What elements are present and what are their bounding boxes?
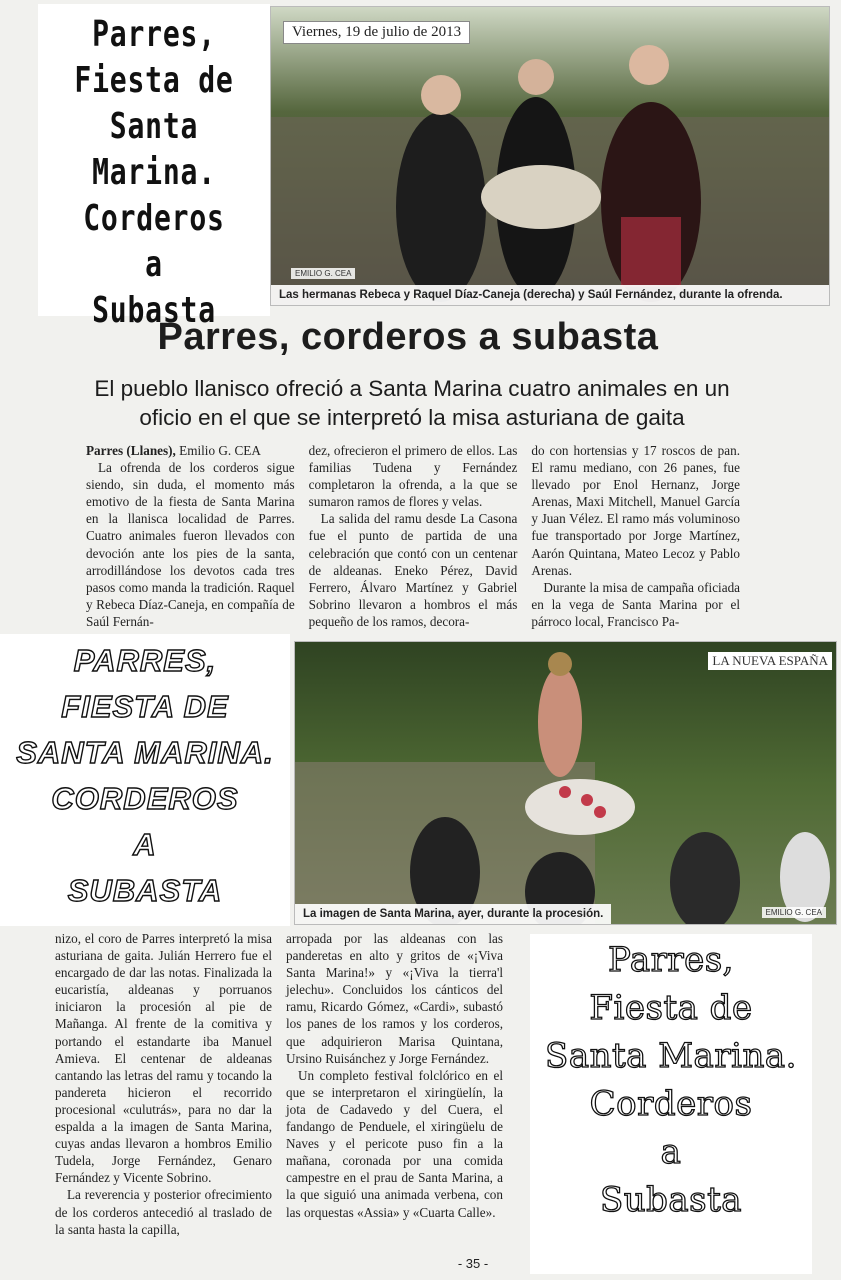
article-paragraph bbox=[86, 442, 295, 459]
byline-author: Emilio G. CEA bbox=[175, 443, 261, 458]
note-line: Parres, bbox=[607, 940, 734, 980]
note-mid-left bbox=[0, 634, 290, 926]
note-line: Santa Marina. bbox=[92, 106, 216, 193]
photo-procession-image bbox=[295, 642, 837, 925]
article-paragraph: do con hortensias y 17 roscos de pan. El ramu mediano, con 26 panes, fue llevado por Enol Hernanz, Jorge Arenas, Maxi Mitchell, Manuel García y Juan Vélez. El ramo más voluminoso fue transportado por Jorge Martínez, Aarón Quintana, Mateo Lecoz y Pablo Arenas. bbox=[531, 443, 740, 578]
note-bottom-right bbox=[530, 934, 812, 1274]
article-paragraph: La salida del ramu desde La Casona fue el punto de partida de una celebración que contó con un centenar de aldeanas. Eneko Pérez, David Ferrero, Álvaro Martínez y Gabriel Sobrino llevaron a hombros el más pequeño de los ramos, decora- bbox=[308, 511, 518, 629]
article-paragraph: nizo, el coro de Parres interpretó la misa asturiana de gaita. Julián Herrero fue el encargado de dar las notas. Finalizada la eucaristía, aldeanas y porruanos iniciaron la procesión al pie de Mañanga. Al frente de la comitiva y portando el estandarte iba Manuel Amieva. El centenar de aldeanas cantando las letras del ramu y tocando la pandereta hicieron el recorrido procesional «culutrás», para no dar la espalda a la imagen de Santa Marina, cuyas andas llevaron a hombros Emilio Tudela, Jorge Fernández, Genaro Fernández y Vicente Sobrino. bbox=[55, 931, 272, 1186]
article-paragraph: Un completo festival folclórico en el que se interpretaron el xiringüelín, la jota de Cadavedo y del Cuera, el fandango de Penduele, el xiringüelu de Naves y el pericote puso fin a la mañana, coronada por una comida campestre en el prau de Santa Marina, a la que siguió una animada verbena, con las orquestas «Assia» y «Cuarta Calle». bbox=[286, 1067, 503, 1220]
article-column-2 bbox=[309, 442, 518, 632]
note-line: Santa Marina. bbox=[545, 1036, 797, 1076]
note-top-left bbox=[38, 4, 270, 331]
photo-offering bbox=[270, 6, 830, 306]
note-line: Subasta bbox=[92, 290, 216, 331]
photo-credit: EMILIO G. CEA bbox=[291, 268, 355, 279]
article-bottom-columns bbox=[55, 930, 503, 1250]
article-headline: Parres, corderos a subasta bbox=[157, 316, 659, 358]
note-line: SANTA MARINA. bbox=[16, 735, 274, 770]
note-line: Corderos bbox=[83, 198, 225, 239]
article-paragraph: La ofrenda de los corderos sigue siendo, sin duda, el momento más emotivo de la fiesta de Santa Marina en la llanisca localidad de Parres. Cuatro animales fueron llevados con devoción ante los pies de la santa, arrodillándose los devotos cada tres pasos como manda la tradición. Raquel y Rebeca Díaz-Caneja, en compañía de Saúl Fernán- bbox=[86, 460, 295, 629]
article-paragraph: La reverencia y posterior ofrecimiento de los corderos antecedió al traslado de la santa hasta la capilla, bbox=[55, 1187, 272, 1237]
article-column-3 bbox=[531, 442, 740, 632]
photo-date: Viernes, 19 de julio de 2013 bbox=[283, 21, 470, 44]
note-line: FIESTA DE bbox=[61, 689, 229, 724]
note-line: Parres, bbox=[92, 14, 216, 55]
article-column-5 bbox=[286, 930, 503, 1250]
photo-caption: Las hermanas Rebeca y Raquel Díaz-Caneja (derecha) y Saúl Fernández, durante la ofrenda. bbox=[271, 285, 829, 305]
note-line: SUBASTA bbox=[67, 873, 223, 908]
note-line: CORDEROS bbox=[51, 781, 239, 816]
photo-caption: La imagen de Santa Marina, ayer, durante la procesión. bbox=[295, 904, 611, 924]
article-paragraph: dez, ofrecieron el primero de ellos. Las familias Tudena y Fernández completaron la ofrenda, a la que se sumaron ramos de flores y velas. bbox=[308, 443, 518, 510]
article-top-columns bbox=[86, 442, 740, 632]
article-paragraph: Durante la misa de campaña oficiada en la vega de Santa Marina por el párroco local, Francisco Pa- bbox=[531, 579, 740, 629]
newspaper-masthead: LA NUEVA ESPAÑA bbox=[708, 652, 832, 670]
byline-place: Parres (Llanes), bbox=[86, 443, 176, 458]
article-column-1 bbox=[86, 442, 295, 632]
page-number: - 35 - bbox=[457, 1256, 489, 1271]
photo-offering-image bbox=[271, 7, 830, 306]
note-line: Corderos bbox=[589, 1084, 753, 1124]
note-line: A bbox=[133, 827, 157, 862]
note-line: a bbox=[660, 1132, 682, 1172]
note-line: Subasta bbox=[599, 1180, 743, 1220]
note-line: PARRES, bbox=[73, 643, 217, 678]
article-paragraph: arropada por las aldeanas con las panderetas en alto y gritos de «¡Viva Santa Marina!» y «¡Viva la tierra'l jelechu». Concluidos los cánticos del ramu, Ricardo Gómez, «Cardi», subastó los panes de los ramos y los corderos, que adquirieron Marisa Quintana, Ursino Ruisánchez y Jorge Fernández. bbox=[286, 931, 503, 1066]
note-line: a bbox=[145, 244, 163, 285]
article-subheadline: El pueblo llanisco ofreció a Santa Marina cuatro animales en un oficio en el que se interpretó la misa asturiana de gaita bbox=[94, 376, 730, 430]
article-column-4 bbox=[55, 930, 272, 1250]
photo-procession bbox=[294, 641, 837, 925]
note-line: Fiesta de bbox=[74, 60, 234, 101]
photo-credit: EMILIO G. CEA bbox=[762, 907, 826, 918]
note-line: Fiesta de bbox=[589, 988, 753, 1028]
